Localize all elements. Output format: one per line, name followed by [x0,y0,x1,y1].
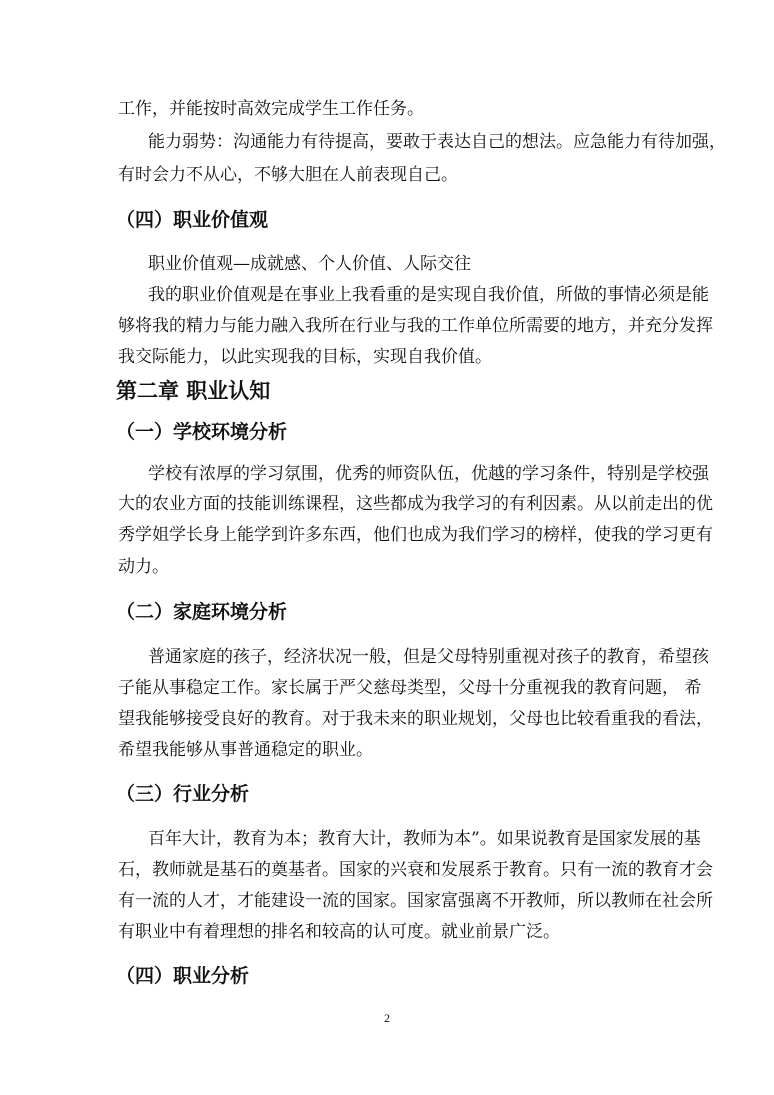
chapter-heading: 第二章 职业认知 [116,379,271,403]
paragraph-line: 我交际能力，以此实现我的目标，实现自我价值。 [118,347,492,367]
paragraph-line: 能力弱势：沟通能力有待提高，要敢于表达自己的想法。应急能力有待加强， [148,132,726,152]
section-heading: （二）家庭环境分析 [116,601,288,623]
paragraph-line: 够将我的精力与能力融入我所在行业与我的工作单位所需要的地方，并充分发挥 [118,316,713,336]
paragraph-line: 有一流的人才，才能建设一流的国家。国家富强离不开教师，所以教师在社会所 [118,891,713,911]
paragraph-line: 学校有浓厚的学习氛围，优秀的师资队伍，优越的学习条件，特别是学校强 [148,464,709,484]
page-number: 2 [384,1011,390,1025]
paragraph-line: 石，教师就是基石的奠基者。国家的兴衰和发展系于教育。只有一流的教育才会 [118,860,713,880]
paragraph-line: 百年大计，教育为本；教育大计，教师为本”。如果说教育是国家发展的基 [148,829,701,849]
paragraph-line: 秀学姐学长身上能学到许多东西，他们也成为我们学习的榜样，使我的学习更有 [118,525,713,545]
section-heading: （一）学校环境分析 [116,421,288,443]
paragraph-line: 大的农业方面的技能训练课程，这些都成为我学习的有利因素。从以前走出的优 [118,494,713,514]
paragraph-line: 工作，并能按时高效完成学生工作任务。 [118,99,424,119]
paragraph-line: 职业价值观—成就感、个人价值、人际交往 [148,254,471,274]
paragraph-line: 普通家庭的孩子，经济状况一般，但是父母特别重视对孩子的教育，希望孩 [148,647,709,667]
section-heading: （四）职业价值观 [116,209,269,231]
paragraph-line: 动力。 [118,557,169,577]
paragraph-line: 有时会力不从心，不够大胆在人前表现自己。 [118,165,458,185]
paragraph-line: 望我能够接受良好的教育。对于我未来的职业规划，父母也比较看重我的看法， [118,709,713,729]
paragraph-line: 子能从事稳定工作。家长属于严父慈母类型，父母十分重视我的教育问题， 希 [118,678,702,698]
paragraph-line: 有职业中有着理想的排名和较高的认可度。就业前景广泛。 [118,922,560,942]
section-heading: （三）行业分析 [116,783,250,805]
paragraph-line: 我的职业价值观是在事业上我看重的是实现自我价值，所做的事情必须是能 [148,285,709,305]
section-heading: （四）职业分析 [116,965,250,987]
paragraph-line: 希望我能够从事普通稳定的职业。 [118,740,373,760]
